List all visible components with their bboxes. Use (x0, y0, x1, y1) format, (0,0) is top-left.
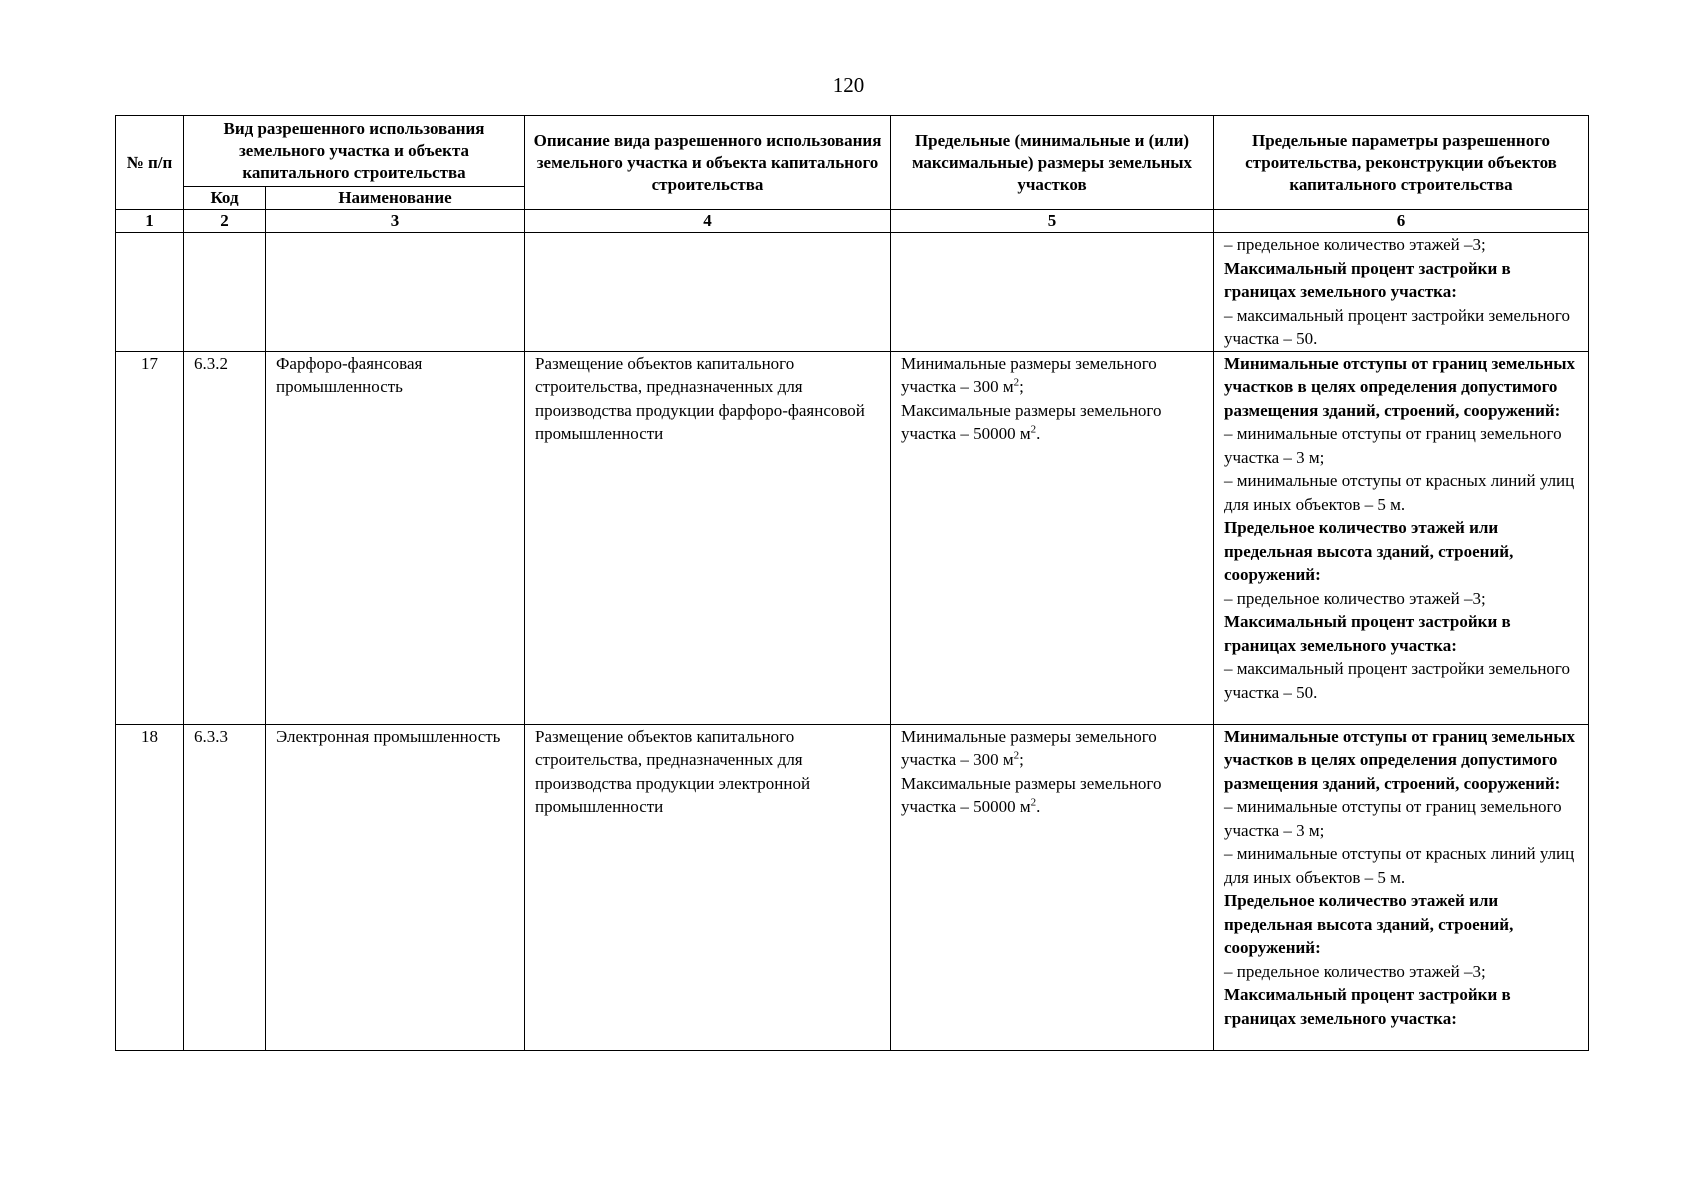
cell-name: Фарфоро-фаянсовая промышленность (266, 351, 525, 724)
cell-num (116, 233, 184, 352)
param-line: – максимальный процент застройки земельного участка – 50. (1224, 305, 1570, 348)
header-num: № п/п (116, 116, 184, 210)
param-line: – минимальные отступы от красных линий улиц для иных объектов – 5 м. (1224, 471, 1575, 514)
param-line: – предельное количество этажей –3; (1224, 961, 1486, 981)
cell-params (1214, 724, 1589, 1050)
size-max-text: Максимальные размеры земельного участка – 50000 м (901, 400, 1162, 443)
cell-sizes (891, 233, 1214, 352)
param-heading: Предельное количество этажей или предельная высота зданий, строений, сооружений: (1224, 518, 1514, 584)
cell-params (1214, 351, 1589, 724)
param-heading: Максимальный процент застройки в границах земельного участка: (1224, 985, 1511, 1028)
cell-name (266, 233, 525, 352)
cell-code: 6.3.2 (184, 351, 266, 724)
column-number: 1 (116, 210, 184, 233)
column-number: 4 (525, 210, 891, 233)
size-max-end: . (1036, 424, 1041, 443)
cell-sizes (891, 351, 1214, 724)
cell-num: 17 (116, 351, 184, 724)
column-number: 2 (184, 210, 266, 233)
cell-description: Размещение объектов капитального строительства, предназначенных для производства продукции электронной промышленности (525, 724, 891, 1050)
cell-description: Размещение объектов капитального строительства, предназначенных для производства продукции фарфоро-фаянсовой промышленности (525, 351, 891, 724)
column-number: 5 (891, 210, 1214, 233)
size-max-end: . (1036, 797, 1041, 816)
param-heading: Максимальный процент застройки в границах земельного участка: (1224, 612, 1511, 655)
cell-code (184, 233, 266, 352)
cell-params (1214, 233, 1589, 352)
header-name: Наименование (266, 187, 525, 210)
cell-name: Электронная промышленность (266, 724, 525, 1050)
param-line: – минимальные отступы от границ земельного участка – 3 м; (1224, 797, 1562, 840)
param-line: – предельное количество этажей –3; (1224, 235, 1486, 254)
cell-sizes (891, 724, 1214, 1050)
size-max (901, 772, 1203, 819)
superscript: 2 (1030, 796, 1037, 809)
header-description: Описание вида разрешенного использования земельного участка и объекта капитального строительства (525, 116, 891, 210)
superscript: 2 (1013, 376, 1020, 389)
header-code: Код (184, 187, 266, 210)
header-usage-group: Вид разрешенного использования земельного участка и объекта капитального строительства (184, 116, 525, 187)
size-max-text: Максимальные размеры земельного участка – 50000 м (901, 773, 1162, 816)
cell-code: 6.3.3 (184, 724, 266, 1050)
size-min-text: Минимальные размеры земельного участка – 300 м (901, 726, 1157, 769)
superscript: 2 (1013, 749, 1020, 762)
size-min (901, 725, 1203, 772)
param-heading: Минимальные отступы от границ земельных участков в целях определения допустимого размещения зданий, строений, сооружений: (1224, 353, 1576, 420)
cell-num: 18 (116, 724, 184, 1050)
param-heading: Максимальный процент застройки в границах земельного участка: (1224, 258, 1511, 301)
size-max (901, 399, 1203, 446)
land-use-table (115, 115, 1589, 1051)
header-sizes: Предельные (минимальные и (или) максимальные) размеры земельных участков (891, 116, 1214, 210)
param-line: – предельное количество этажей –3; (1224, 588, 1486, 608)
size-min-text: Минимальные размеры земельного участка – 300 м (901, 353, 1157, 396)
param-line: – минимальные отступы от границ земельного участка – 3 м; (1224, 424, 1562, 467)
param-heading: Предельное количество этажей или предельная высота зданий, строений, сооружений: (1224, 891, 1514, 957)
param-line: – минимальные отступы от красных линий улиц для иных объектов – 5 м. (1224, 844, 1575, 887)
column-number: 3 (266, 210, 525, 233)
size-min-end: ; (1019, 377, 1024, 396)
size-min (901, 352, 1203, 399)
column-numbers-row (116, 210, 1589, 233)
superscript: 2 (1030, 423, 1037, 436)
header-params: Предельные параметры разрешенного строительства, реконструкции объектов капитального строительства (1214, 116, 1589, 210)
header-row (116, 116, 1589, 187)
column-number: 6 (1214, 210, 1589, 233)
param-line: – максимальный процент застройки земельного участка – 50. (1224, 659, 1570, 702)
cell-description (525, 233, 891, 352)
page-number: 120 (832, 73, 865, 97)
size-min-end: ; (1019, 750, 1024, 769)
table-row (116, 724, 1589, 1050)
param-heading: Минимальные отступы от границ земельных участков в целях определения допустимого размещения зданий, строений, сооружений: (1224, 726, 1576, 793)
table-row-continuation (116, 233, 1589, 352)
table-row (116, 351, 1589, 724)
